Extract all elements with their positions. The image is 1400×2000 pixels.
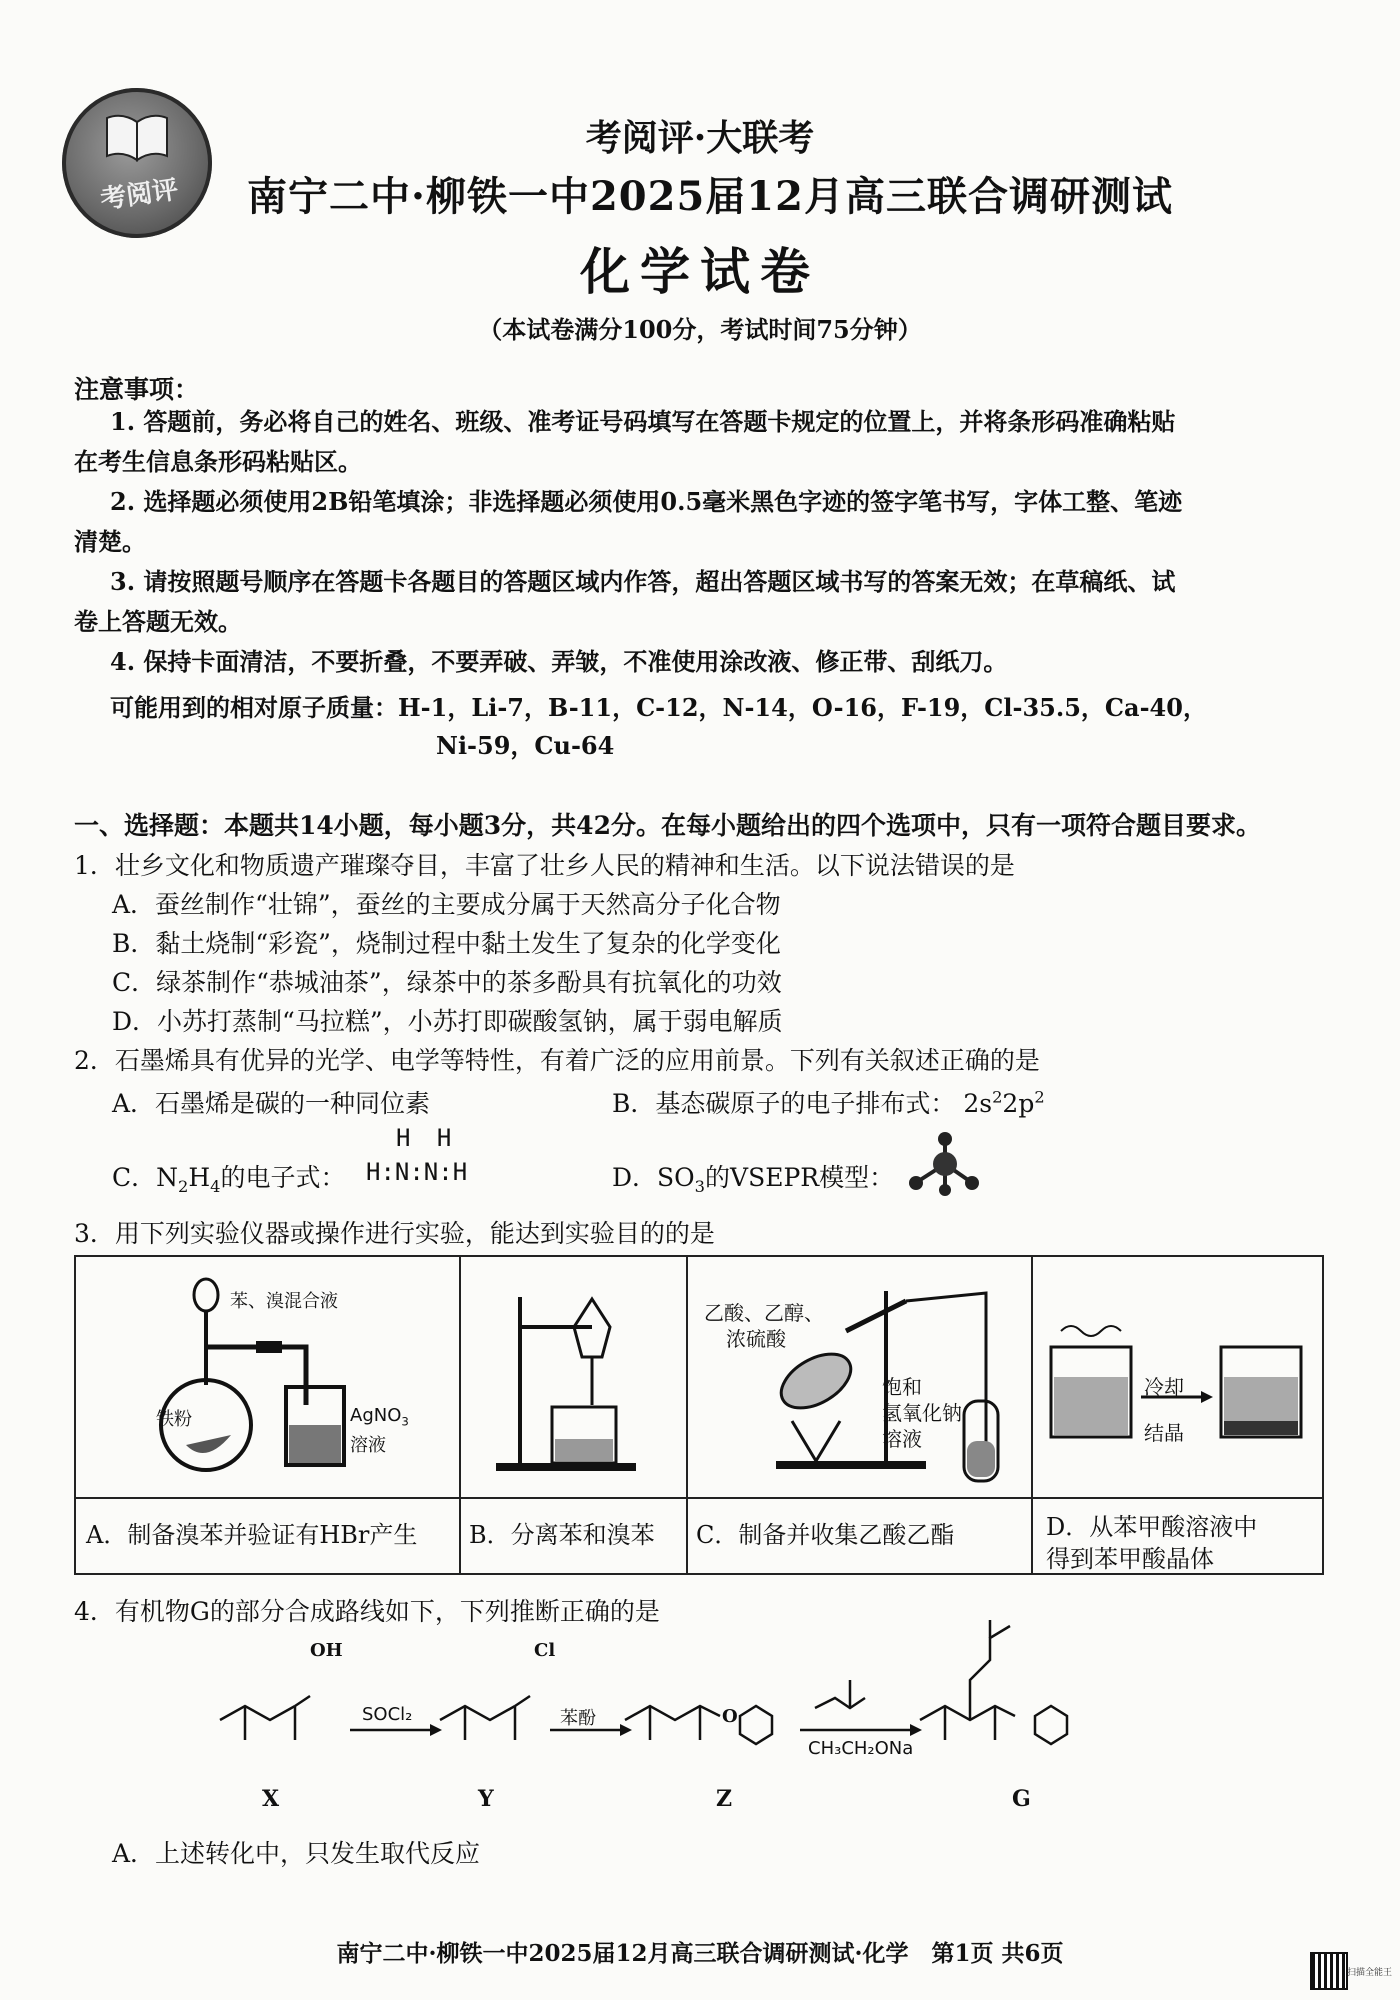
- option-b-text: B．基态碳原子的电子排布式：: [612, 1089, 956, 1118]
- compound-label-g: G: [1012, 1786, 1031, 1812]
- reagent-sodium-ethoxide: CH₃CH₂ONa: [808, 1738, 914, 1759]
- question-2-option-c: C．$N_2H_4$的电子式：: [112, 1163, 346, 1196]
- oh-atom: OH: [310, 1640, 343, 1661]
- compound-label-z: Z: [716, 1786, 733, 1812]
- notice-line: 清楚。: [74, 527, 146, 556]
- scanner-watermark: 扫描全能王: [1346, 1968, 1392, 1978]
- electron-dot-formula: H:N:N:H: [366, 1158, 468, 1186]
- notice-line: 3. 请按照题号顺序在答题卡各题目的答题区域内作答，超出答题区域书写的答案无效；在草稿纸、试: [110, 567, 1176, 596]
- apparatus-d-label: 结晶: [1144, 1421, 1184, 1445]
- exam-info: （本试卷满分100分，考试时间75分钟）: [478, 315, 922, 344]
- apparatus-d-label: 冷却: [1144, 1375, 1184, 1399]
- cell-a-caption: A．制备溴苯并验证有HBr产生: [86, 1521, 418, 1549]
- notice-line: 2. 选择题必须使用2B铅笔填涂；非选择题必须使用0.5毫米黑色字迹的签字笔书写，字体工整、笔迹: [110, 487, 1183, 516]
- question-4-stem: 4．有机物G的部分合成路线如下，下列推断正确的是: [74, 1597, 660, 1626]
- question-1-option-c: C．绿茶制作“恭城油茶”，绿茶中的茶多酚具有抗氧化的功效: [112, 968, 782, 997]
- question-2-stem: 2．石墨烯具有优异的光学、电学等特性，有着广泛的应用前景。下列有关叙述正确的是: [74, 1046, 1040, 1075]
- logo-text: 考阅评: [98, 174, 181, 216]
- atomic-mass-label-2: Ni-59，Cu-64: [436, 731, 615, 760]
- notice-line: 1. 答题前，务必将自己的姓名、班级、准考证号码填写在答题卡规定的位置上，并将条形码准确粘贴: [110, 407, 1176, 436]
- question-4-option-a: A．上述转化中，只发生取代反应: [112, 1839, 481, 1868]
- notice-line: 卷上答题无效。: [74, 607, 242, 636]
- notice-heading: 注意事项：: [74, 375, 200, 404]
- compound-label-y: Y: [478, 1786, 494, 1812]
- apparatus-a-label: 苯、溴混合液: [230, 1291, 338, 1312]
- apparatus-c-label: 乙酸、乙醇、: [704, 1301, 824, 1325]
- experiment-table: [74, 1255, 1324, 1575]
- apparatus-c-label: 饱和: [882, 1375, 922, 1399]
- paper-title: 化学试卷: [580, 242, 820, 301]
- electron-config: $2s^22p^2$: [963, 1087, 1045, 1118]
- header-subtitle: 考阅评·大联考: [585, 117, 815, 159]
- reagent-phenol: 苯酚: [560, 1708, 596, 1729]
- synthesis-route-drawing: [200, 1620, 1200, 1810]
- cell-c-caption: C．制备并收集乙酸乙酯: [696, 1521, 955, 1549]
- cell-d-caption: D．从苯甲酸溶液中: [1046, 1513, 1258, 1541]
- cell-d-caption-2: 得到苯甲酸晶体: [1046, 1545, 1214, 1573]
- compound-label-x: X: [262, 1786, 280, 1812]
- question-2-option-a: A．石墨烯是碳的一种同位素: [112, 1089, 431, 1118]
- vsepr-model-icon: [905, 1130, 985, 1200]
- question-3-stem: 3．用下列实验仪器或操作进行实验，能达到实验目的的是: [74, 1219, 715, 1248]
- apparatus-c-label: 氢氧化钠: [882, 1401, 962, 1425]
- question-1-stem: 1．壮乡文化和物质遗产璀璨夺目，丰富了壮乡人民的精神和生活。以下说法错误的是: [74, 851, 1015, 880]
- apparatus-c-label: 溶液: [882, 1427, 922, 1451]
- reagent-socl2: SOCl₂: [362, 1704, 413, 1725]
- apparatus-c-label: 浓硫酸: [726, 1327, 786, 1351]
- notice-line: 在考生信息条形码粘贴区。: [74, 447, 362, 476]
- atomic-mass-label: 可能用到的相对原子质量：H-1，Li-7，B-11，C-12，N-14，O-16，F-19，Cl-35.5，Ca-40，: [110, 693, 1207, 722]
- question-1-option-a: A．蚕丝制作“壮锦”，蚕丝的主要成分属于天然高分子化合物: [112, 890, 781, 919]
- page-footer: 南宁二中·柳铁一中2025届12月高三联合调研测试·化学 第1页 共6页: [336, 1940, 1064, 1967]
- question-1-option-d: D．小苏打蒸制“马拉糕”，小苏打即碳酸氢钠，属于弱电解质: [112, 1007, 783, 1036]
- qr-code-icon: [1310, 1952, 1348, 1990]
- apparatus-a-label: 溶液: [350, 1435, 386, 1456]
- question-2-option-b: [612, 1084, 1045, 1120]
- apparatus-b-drawing: [496, 1287, 666, 1487]
- header-title: 南宁二中·柳铁一中2025届12月高三联合调研测试: [247, 173, 1173, 220]
- section-title: 一、选择题：本题共14小题，每小题3分，共42分。在每小题给出的四个选项中，只有一项符合题目要求。: [74, 811, 1261, 840]
- question-1-option-b: B．黏土烧制“彩瓷”，烧制过程中黏土发生了复杂的化学变化: [112, 929, 781, 958]
- apparatus-a-label: AgNO$_3$: [350, 1405, 409, 1429]
- electron-dot-top: H H: [396, 1124, 458, 1152]
- cl-atom: Cl: [534, 1640, 556, 1661]
- notice-line: 4. 保持卡面清洁，不要折叠，不要弄破、弄皱，不准使用涂改液、修正带、刮纸刀。: [110, 647, 1008, 676]
- ester-o-atom: O: [722, 1706, 738, 1727]
- cell-b-caption: B．分离苯和溴苯: [469, 1521, 655, 1549]
- apparatus-a-label: 铁粉: [156, 1409, 192, 1430]
- question-2-option-d: D．$SO_3$的VSEPR模型：: [612, 1163, 895, 1196]
